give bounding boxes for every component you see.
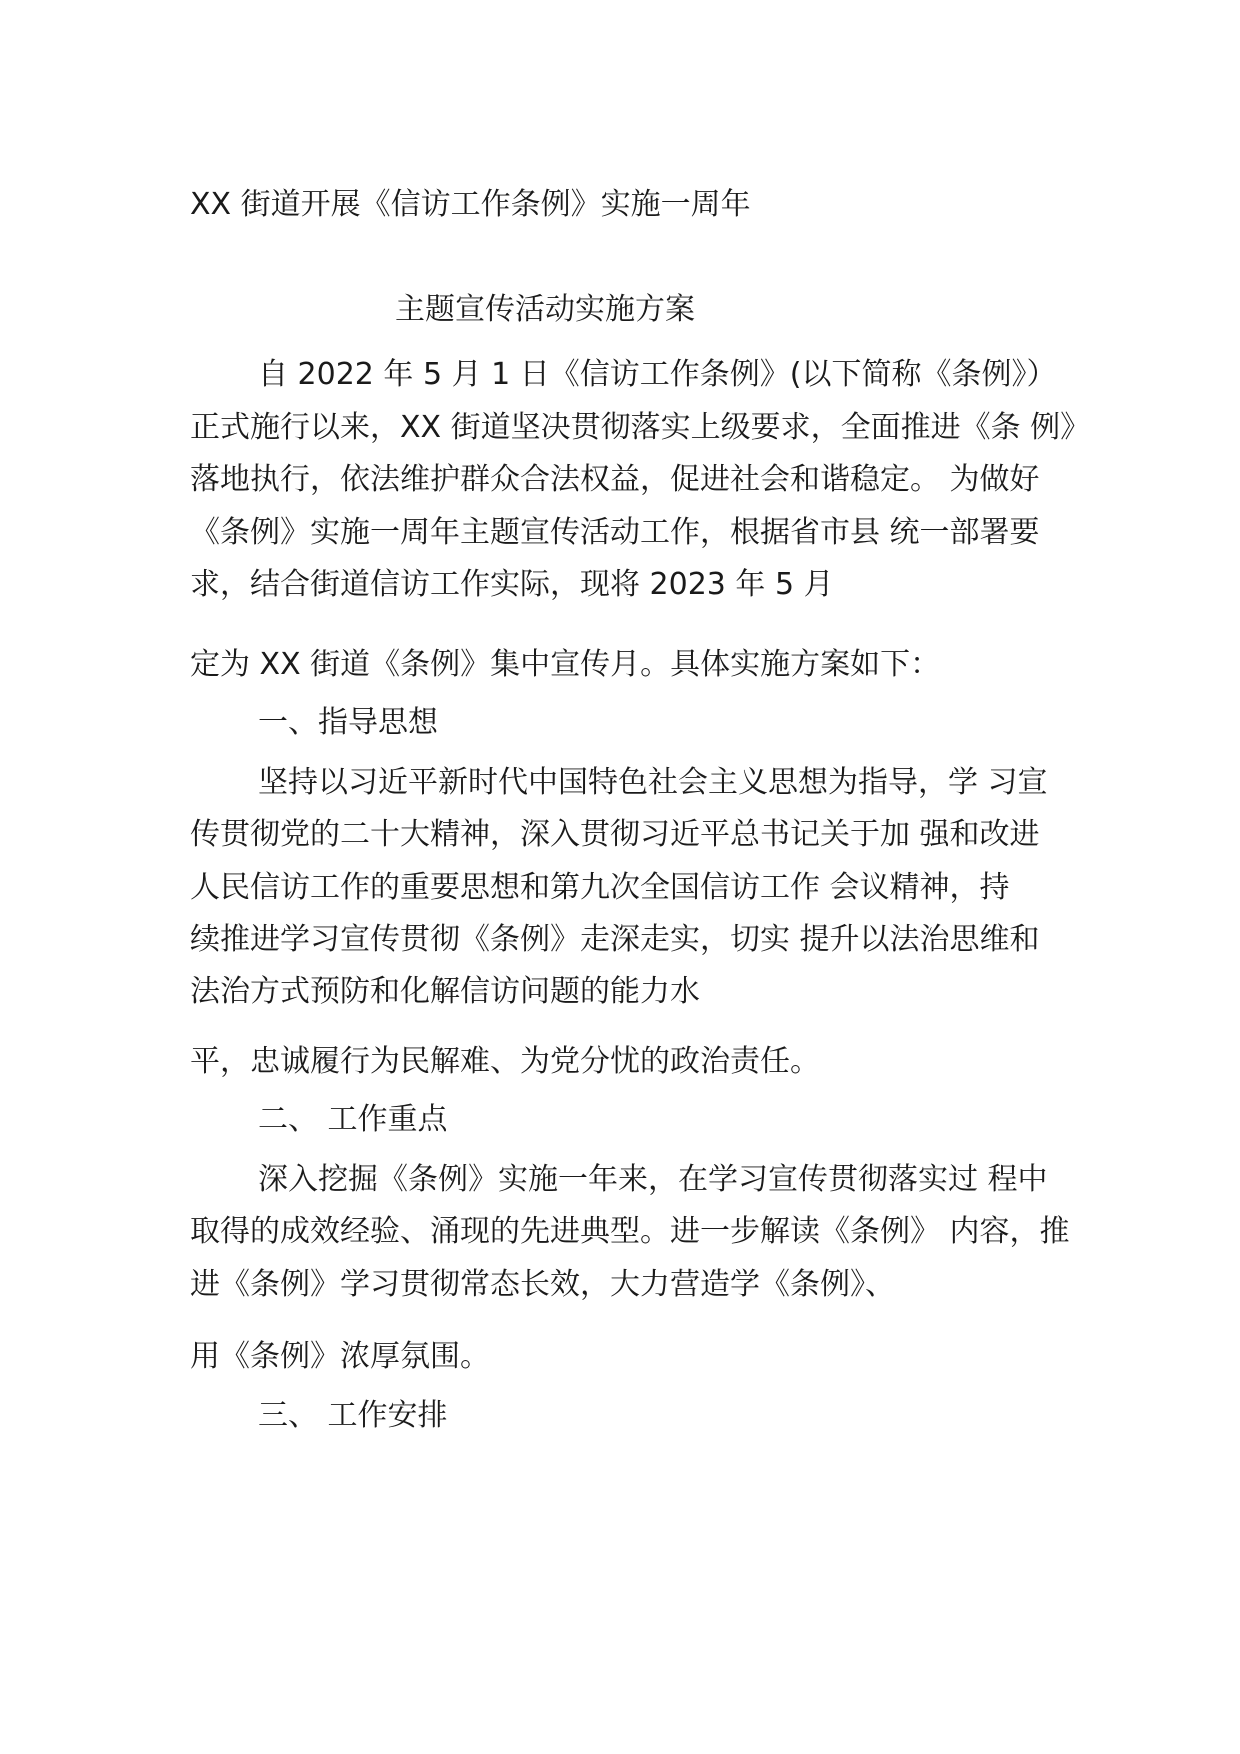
section-2-line: 用《条例》浓厚氛围。	[190, 1339, 490, 1374]
section-1-line: 续推进学习宣传贯彻《条例》走深走实，切实 提升以法治思维和	[190, 922, 1040, 957]
intro-line: 定为 XX 街道《条例》集中宣传月。具体实施方案如下：	[190, 647, 941, 682]
section-1-line: 平，忠诚履行为民解难、为党分忧的政治责任。	[190, 1044, 820, 1079]
intro-line: 求，结合街道信访工作实际，现将 2023 年 5 月	[190, 567, 834, 602]
intro-line: 自 2022 年 5 月 1 日《信访工作条例》(以下简称《条例》）	[258, 357, 1057, 392]
section-2-heading: 二、 工作重点	[258, 1102, 448, 1137]
section-1-line: 法治方式预防和化解信访问题的能力水	[190, 974, 700, 1009]
document-title-line-1: XX 街道开展《信访工作条例》实施一周年	[190, 187, 751, 222]
intro-line: 落地执行，依法维护群众合法权益，促进社会和谐稳定。 为做好	[190, 462, 1040, 497]
intro-line: 《条例》实施一周年主题宣传活动工作，根据省市县 统一部署要	[190, 515, 1040, 550]
section-1-line: 传贯彻党的二十大精神，深入贯彻习近平总书记关于加 强和改进	[190, 817, 1040, 852]
section-2-line: 取得的成效经验、涌现的先进典型。进一步解读《条例》 内容，推	[190, 1214, 1070, 1249]
intro-line: 正式施行以来，XX 街道坚决贯彻落实上级要求，全面推进《条 例》	[190, 410, 1091, 445]
document-title-line-2: 主题宣传活动实施方案	[395, 292, 695, 327]
section-2-line: 进《条例》学习贯彻常态长效，大力营造学《条例》、	[190, 1267, 895, 1302]
section-2-line: 深入挖掘《条例》实施一年来，在学习宣传贯彻落实过 程中	[258, 1162, 1048, 1197]
section-3-heading: 三、 工作安排	[258, 1398, 448, 1433]
section-1-line: 坚持以习近平新时代中国特色社会主义思想为指导，学 习宣	[258, 765, 1048, 800]
section-1-line: 人民信访工作的重要思想和第九次全国信访工作 会议精神，持	[190, 870, 1010, 905]
section-1-heading: 一、指导思想	[258, 705, 438, 740]
